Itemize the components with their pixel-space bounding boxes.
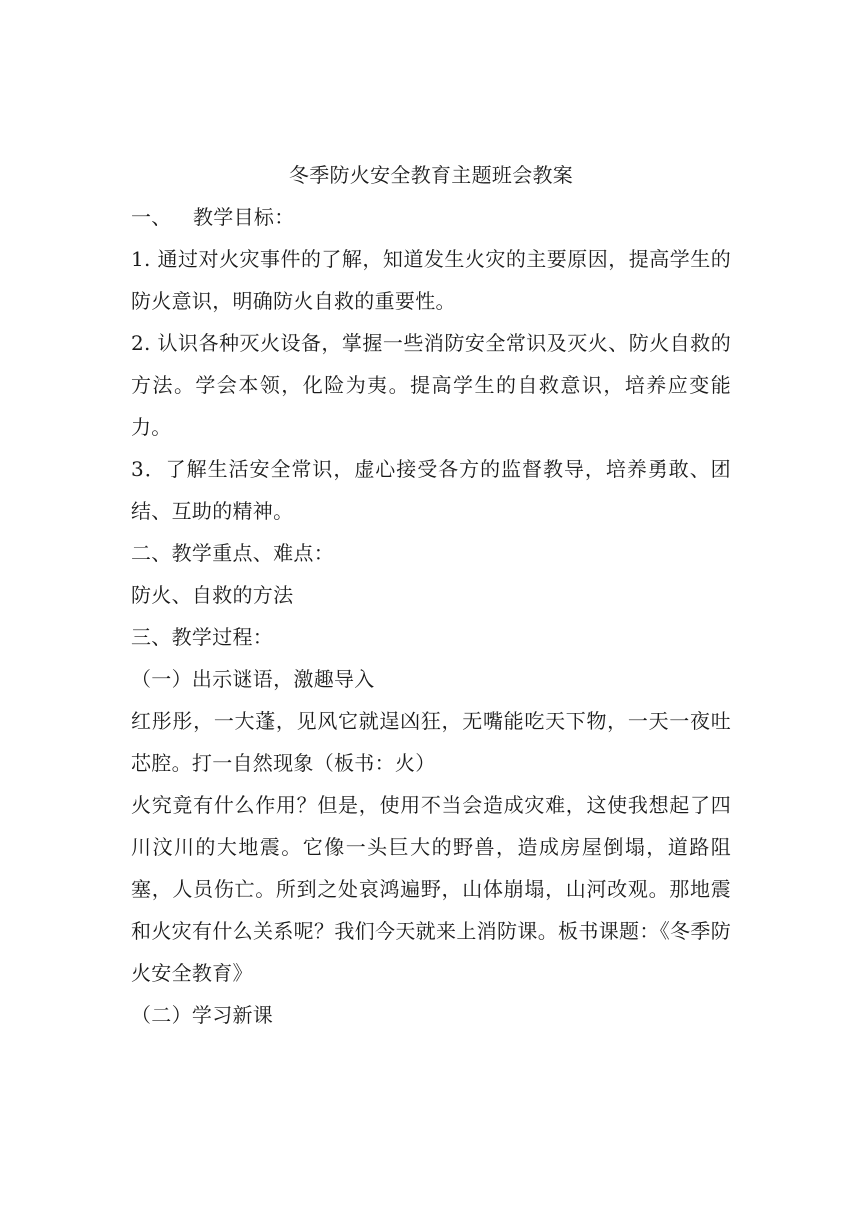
section-heading-teaching-process: 三、教学过程：: [131, 625, 274, 649]
section-heading-teaching-goals: [131, 196, 731, 238]
intro-paragraph: 火究竟有什么作用？但是，使用不当会造成灾难，这使我想起了四川汶川的大地震。它像一头巨大的野兽，造成房屋倒塌，道路阻塞，人员伤亡。所到之处哀鸿遍野，山体崩塌，山河改观。那地震和火灾有什么关系呢？我们今天就来上消防课。板书课题：《冬季防火安全教育》: [131, 793, 731, 985]
step-heading-new-lesson: （二）学习新课: [131, 1003, 274, 1027]
section-heading-key-points: 二、教学重点、难点：: [131, 541, 334, 565]
riddle-paragraph: 红彤彤，一大蓬，见风它就逞凶狂，无嘴能吃天下物，一天一夜吐芯腔。打一自然现象（板书：火）: [131, 709, 731, 775]
document-title: 冬季防火安全教育主题班会教案: [288, 163, 574, 187]
section-heading-text: 教学目标：: [193, 205, 295, 229]
section-number: 一、: [131, 205, 172, 229]
goal-paragraph-2: 2. 认识各种灭火设备，掌握一些消防安全常识及灭火、防火自救的方法。学会本领，化险为夷。提高学生的自救意识，培养应变能力。: [131, 331, 731, 439]
step-heading-riddle-intro: （一）出示谜语，激趣导入: [131, 667, 375, 691]
goal-paragraph-3: 3．了解生活安全常识，虚心接受各方的监督教导，培养勇敢、团结、互助的精神。: [131, 457, 731, 523]
goal-paragraph-1: 1. 通过对火灾事件的了解，知道发生火灾的主要原因，提高学生的防火意识，明确防火自救的重要性。: [131, 247, 731, 313]
key-points-paragraph: 防火、自救的方法: [131, 583, 294, 607]
document-body: [131, 154, 731, 1036]
